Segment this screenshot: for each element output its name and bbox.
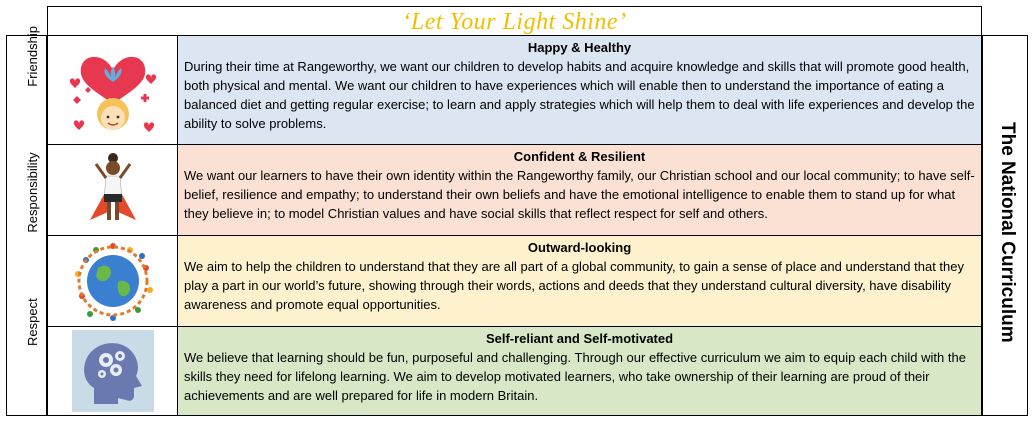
row-body: We want our learners to have their own identity within the Rangeworthy family, our Christian school and our local community; to have self-belief, resilience and empathy; to understand their own beliefs and have the emotional intelligence to enable them to stand up for what they believe in; to model Christian values and have social skills that reflect respect for self and others. xyxy=(184,168,975,221)
row-text-happy-healthy xyxy=(178,36,981,144)
row-text-outward-looking xyxy=(178,236,981,326)
row-heading: Self-reliant and Self-motivated xyxy=(485,331,674,346)
row-text-confident-resilient xyxy=(178,145,981,235)
row-body: During their time at Rangeworthy, we want our children to develop habits and acquire knowledge and skills that will promote good health, both physical and mental. We want our children to have experiences which will enable then to understand the importance of eating a balanced diet and getting regular exercise; to learn and apply strategies which will help them to deal with life experiences and develop the ability to solve problems. xyxy=(184,59,975,131)
value-respect: Respect xyxy=(25,298,40,346)
row-confident-resilient xyxy=(47,144,982,236)
vision-table xyxy=(6,6,1028,416)
row-outward-looking xyxy=(47,235,982,327)
value-friendship: Friendship xyxy=(25,26,40,87)
row-body: We believe that learning should be fun, purposeful and challenging. Through our effective curriculum we aim to equip each child with the skills they need for lifelong learning. We aim to develop motivated learners, who take ownership of their learning are proud of their achievements and are well prepared for life in modern Britain. xyxy=(184,350,966,403)
title-bar xyxy=(47,6,982,36)
superhero-icon xyxy=(48,145,178,235)
row-heading: Happy & Healthy xyxy=(527,40,632,55)
value-responsibility: Responsibility xyxy=(25,152,40,233)
page-title: ‘Let Your Light Shine’ xyxy=(402,9,627,35)
row-body: We aim to help the children to understand that they are all part of a global community, to gain a sense of place and understand that they play a part in our world’s future, showing through their words, actions and deeds that they understand cultural diversity, have disability awareness and promote equal opportunities. xyxy=(184,259,964,312)
heart-health-icon xyxy=(48,36,178,144)
head-gears-icon xyxy=(48,327,178,415)
row-happy-healthy xyxy=(47,35,982,145)
row-heading: Confident & Resilient xyxy=(513,149,646,164)
globe-people-icon xyxy=(48,236,178,326)
values-list xyxy=(25,26,40,346)
national-curriculum-label: The National Curriculum xyxy=(997,122,1018,343)
row-self-reliant xyxy=(47,326,982,416)
row-heading: Outward-looking xyxy=(527,240,632,255)
row-text-self-reliant xyxy=(178,327,981,415)
